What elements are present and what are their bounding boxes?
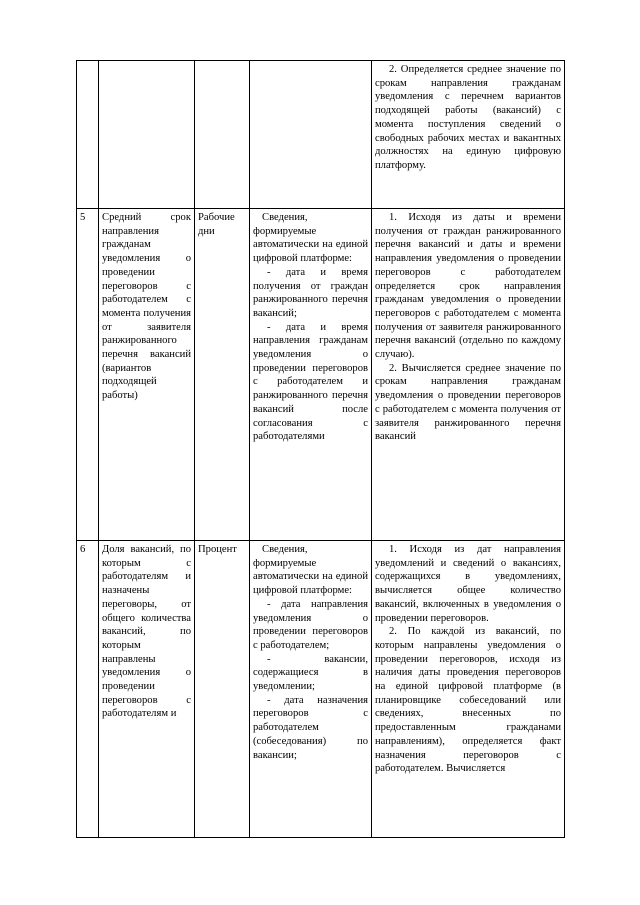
method-paragraph: 1. Исходя из дат направления уведомлений и сведений о вакансиях, содержащихся в уведомлениях, вычисляется общее количество вакансий, включенных в уведомления о проведении переговоров.: [375, 544, 561, 624]
indicator-name-cell: Средний срок направления гражданам уведомления о проведении переговоров с работодателем с момента получения от заявителя ранжированного перечня вакансий (вариантов подходящей работы): [99, 209, 195, 541]
row-number-cell: 5: [77, 209, 99, 541]
row-number-cell: 6: [77, 541, 99, 838]
sources-paragraph: - вакансии, содержащиеся в уведомлении;: [253, 653, 368, 693]
table-row: [77, 61, 565, 209]
method-paragraph: 2. Определяется среднее значение по срокам направления гражданам уведомления с перечнем вариантов подходящей работы (вакансий) с момента поступления сведений о свободных рабочих местах и вакантных должностях на единую цифровую платформу.: [375, 64, 561, 171]
calculation-method-cell: [372, 541, 565, 838]
sources-paragraph: - дата назначения переговоров с работодателем (собеседования) по вакансии;: [253, 694, 368, 761]
method-paragraph: 1. Исходя из даты и времени получения от граждан ранжированного перечня вакансий и даты и времени направления уведомления о проведении переговоров с работодателем определяется срок направления гражданам уведомления о проведении переговоров с работодателем с момента получения от заявителя ранжированного перечня вакансий (отдельно по каждому случаю).: [375, 212, 561, 361]
calculation-method-cell: [372, 209, 565, 541]
unit-cell: Рабочие дни: [195, 209, 250, 541]
method-paragraph: 2. Вычисляется среднее значение по срокам направления гражданам уведомления о проведении переговоров с работодателем с момента получения от заявителя ранжированного перечня вакансий: [375, 362, 561, 443]
sources-paragraph: - дата направления уведомления о проведении переговоров с работодателем;: [253, 598, 368, 651]
method-paragraph: 2. По каждой из вакансий, по которым направлены уведомления о проведении переговоров, исходя из наличия даты проведения переговоров на единой цифровой платформе (в планировщике собеседований или сведениях, внесенных по предоставленным гражданами направлениям), определяется факт назначения переговоров с работодателем. Вычисляется: [375, 626, 561, 775]
data-sources-cell: [250, 209, 372, 541]
row-number-cell: [77, 61, 99, 209]
sources-paragraph: - дата и время направления гражданам уведомления о проведении переговоров с работодателем и ранжированного перечня вакансий после согласования с работодателями: [253, 321, 368, 443]
data-sources-cell: [250, 61, 372, 209]
indicator-name-cell: Доля вакансий, по которым с работодателям и назначены переговоры, от общего количества вакансий, по которым направлены уведомления о проведении переговоров с работодателям и: [99, 541, 195, 838]
sources-paragraph: - дата и время получения от граждан ранжированного перечня вакансий;: [253, 266, 368, 319]
calculation-method-cell: [372, 61, 565, 209]
sources-paragraph: Сведения, формируемые автоматически на единой цифровой платформе:: [253, 212, 368, 265]
table-row: [77, 209, 565, 541]
indicators-table: [76, 60, 565, 838]
sources-paragraph: Сведения, формируемые автоматически на единой цифровой платформе:: [253, 544, 368, 597]
unit-cell: Процент: [195, 541, 250, 838]
data-sources-cell: [250, 541, 372, 838]
indicator-name-cell: [99, 61, 195, 209]
table-row: [77, 541, 565, 838]
unit-cell: [195, 61, 250, 209]
